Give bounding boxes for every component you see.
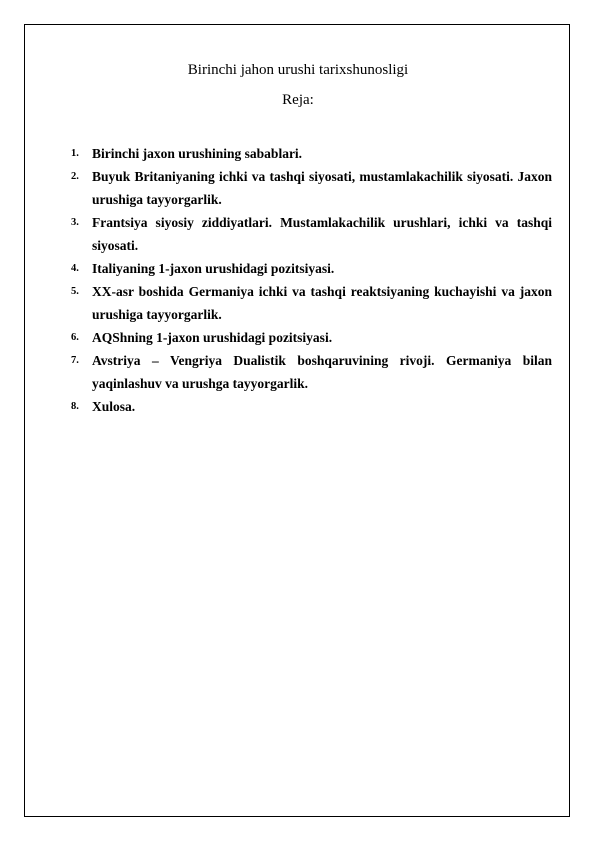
plan-item-4: [71, 257, 552, 280]
plan-item-1: [71, 142, 552, 165]
plan-item-number: 2.: [71, 171, 79, 182]
plan-item-number: 3.: [71, 217, 79, 228]
plan-item-text: Birinchi jaxon urushining sabablari.: [92, 146, 303, 161]
plan-item-number: 7.: [71, 355, 79, 366]
plan-item-number: 6.: [71, 332, 79, 343]
plan-list: [71, 142, 552, 418]
plan-item-text: Avstriya – Vengriya Dualistik boshqaruvining rivoji. Germaniya bilan yaqinlashuv va urushga tayyorgarlik.: [92, 353, 552, 391]
plan-item-6: [71, 326, 552, 349]
plan-item-5: [71, 280, 552, 326]
document-title: Birinchi jahon urushi tarixshunosligi: [187, 62, 409, 78]
plan-item-8: [71, 395, 552, 418]
plan-heading: Reja:: [282, 92, 314, 108]
plan-item-number: 1.: [71, 148, 79, 159]
plan-item-text: Frantsiya siyosiy ziddiyatlari. Mustamlakachilik urushlari, ichki va tashqi siyosati.: [92, 215, 552, 253]
plan-item-2: [71, 165, 552, 211]
plan-item-number: 5.: [71, 286, 79, 297]
plan-item-number: 4.: [71, 263, 79, 274]
plan-item-text: Buyuk Britaniyaning ichki va tashqi siyosati, mustamlakachilik siyosati. Jaxon urushiga tayyorgarlik.: [92, 169, 552, 207]
plan-item-text: AQShning 1-jaxon urushidagi pozitsiyasi.: [92, 330, 333, 345]
plan-item-3: [71, 211, 552, 257]
plan-item-text: Xulosa.: [92, 399, 136, 414]
plan-item-text: XX-asr boshida Germaniya ichki va tashqi reaktsiyaning kuchayishi va jaxon urushiga tayyorgarlik.: [92, 284, 552, 322]
plan-item-number: 8.: [71, 401, 79, 412]
plan-item-text: Italiyaning 1-jaxon urushidagi pozitsiyasi.: [92, 261, 335, 276]
plan-item-7: [71, 349, 552, 395]
